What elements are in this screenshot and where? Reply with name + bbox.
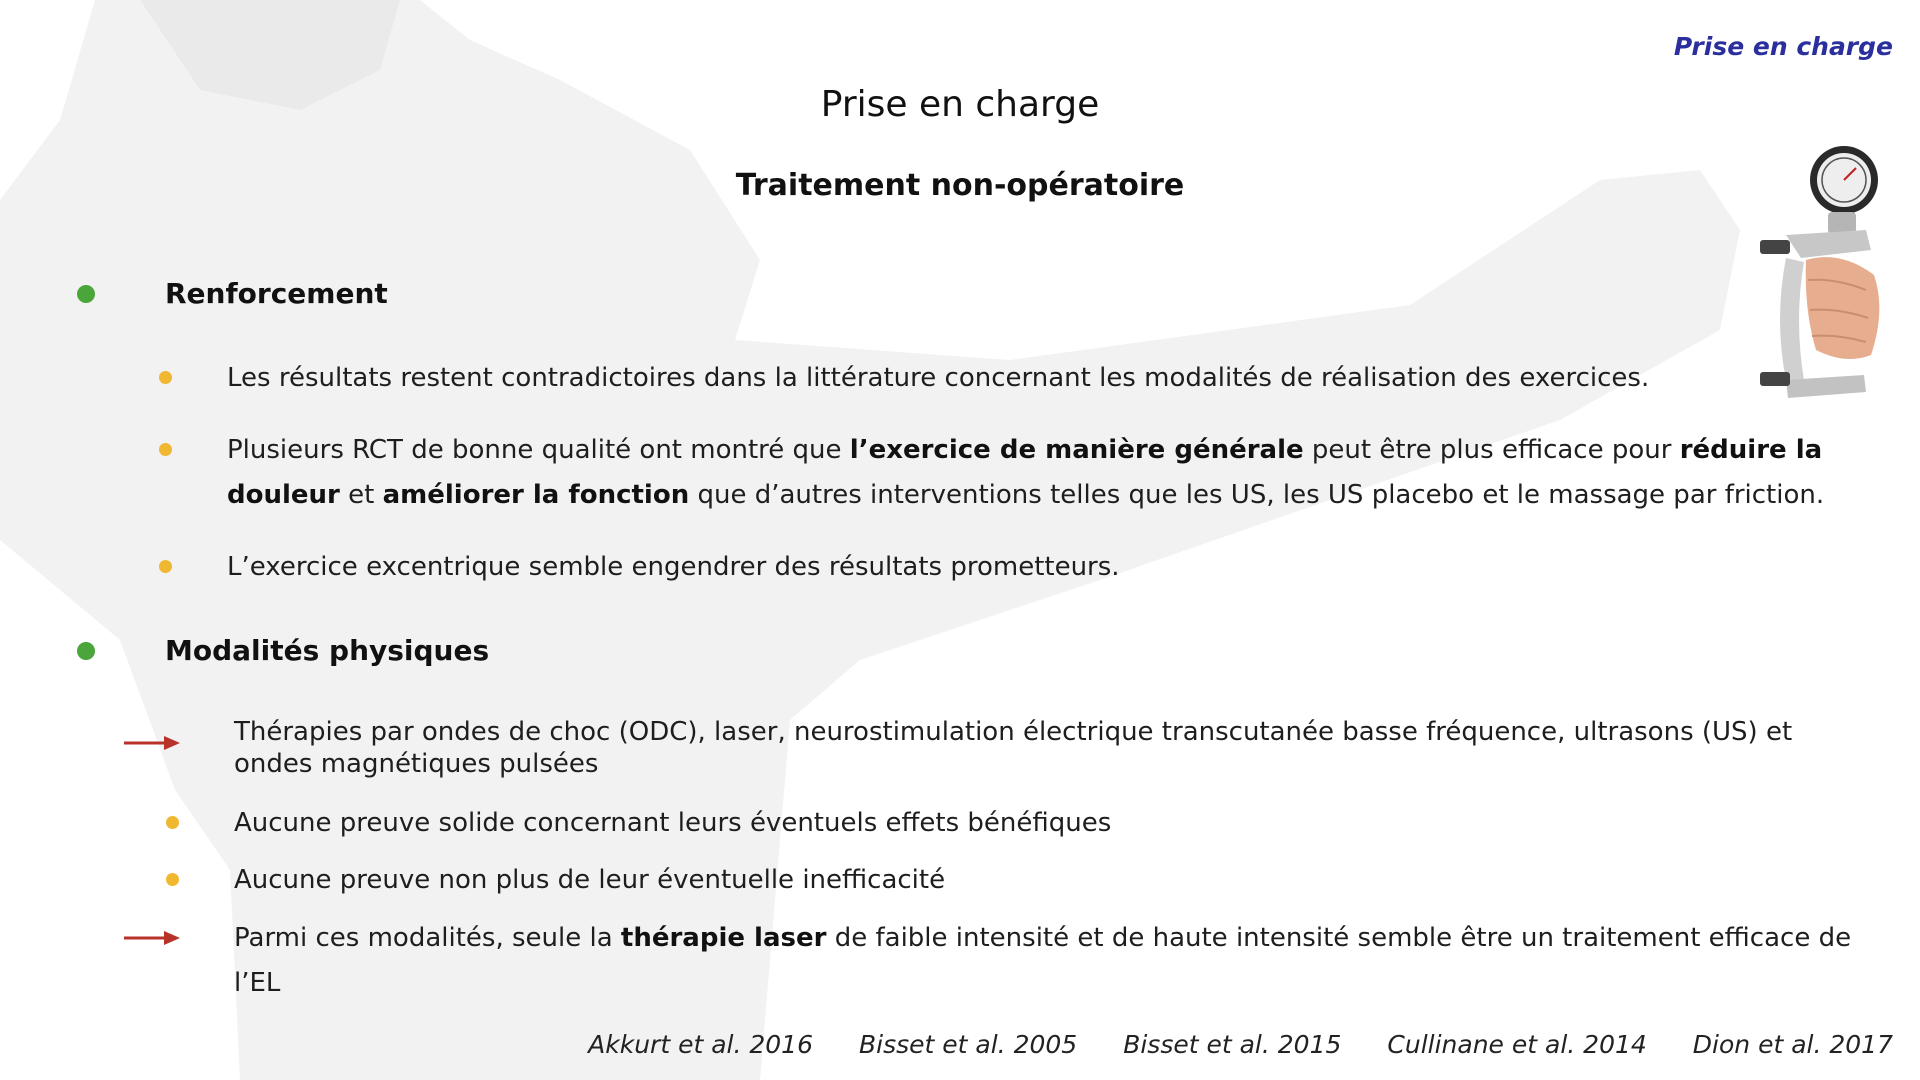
page-title: Prise en charge	[820, 84, 1100, 125]
reference-item: Bisset et al. 2015	[1123, 1030, 1342, 1059]
item-emphasis: réduire la douleur	[227, 435, 1823, 510]
reference-item: Dion et al. 2017	[1692, 1030, 1893, 1059]
list-item	[227, 428, 1877, 518]
item-emphasis: améliorer la fonction	[382, 480, 690, 510]
item-text: Plusieurs RCT de bonne qualité ont montré que	[227, 435, 850, 465]
item-bullet-yellow	[159, 560, 172, 573]
references	[588, 1030, 1893, 1059]
section-heading: Modalités physiques	[165, 634, 490, 667]
list-item	[234, 858, 1854, 903]
item-bullet-yellow	[166, 816, 179, 829]
list-item	[227, 545, 1867, 590]
page-subtitle: Traitement non-opératoire	[735, 168, 1185, 203]
item-text: Aucune preuve solide concernant leurs éventuels effets bénéfiques	[234, 808, 1112, 838]
section-heading: Renforcement	[165, 277, 388, 310]
reference-item: Cullinane et al. 2014	[1387, 1030, 1647, 1059]
reference-item: Akkurt et al. 2016	[588, 1030, 813, 1059]
item-text: et	[339, 480, 383, 510]
list-item	[234, 716, 1854, 780]
corner-section-label: Prise en charge	[1673, 32, 1893, 61]
item-bullet-yellow	[159, 443, 172, 456]
reference-item: Bisset et al. 2005	[859, 1030, 1078, 1059]
item-text: peut être plus efficace pour	[1303, 435, 1680, 465]
item-text: Aucune preuve non plus de leur éventuelle inefficacité	[234, 865, 946, 895]
list-item	[227, 356, 1867, 401]
item-bullet-yellow	[159, 371, 172, 384]
item-text: Parmi ces modalités, seule la	[234, 923, 621, 953]
section-bullet-green	[77, 285, 95, 303]
item-text: Les résultats restent contradictoires dans la littérature concernant les modalités de réalisation des exercices.	[227, 363, 1650, 393]
item-emphasis: thérapie laser	[620, 923, 827, 953]
item-text: que d’autres interventions telles que les US, les US placebo et le massage par friction.	[689, 480, 1825, 510]
list-item	[234, 916, 1874, 1006]
list-item	[234, 801, 1854, 846]
item-emphasis: l’exercice de manière générale	[849, 435, 1304, 465]
item-bullet-yellow	[166, 873, 179, 886]
item-text: de faible intensité et de haute intensité semble être un traitement efficace de l’EL	[234, 923, 1852, 998]
arrow-right-icon	[124, 735, 180, 751]
section-bullet-green	[77, 642, 95, 660]
item-text: Thérapies par ondes de choc (ODC), laser, neurostimulation électrique transcutanée basse fréquence, ultrasons (US) et ondes magnétiques pulsées	[234, 717, 1793, 779]
arrow-right-icon	[124, 930, 180, 946]
item-text: L’exercice excentrique semble engendrer des résultats prometteurs.	[227, 552, 1120, 582]
